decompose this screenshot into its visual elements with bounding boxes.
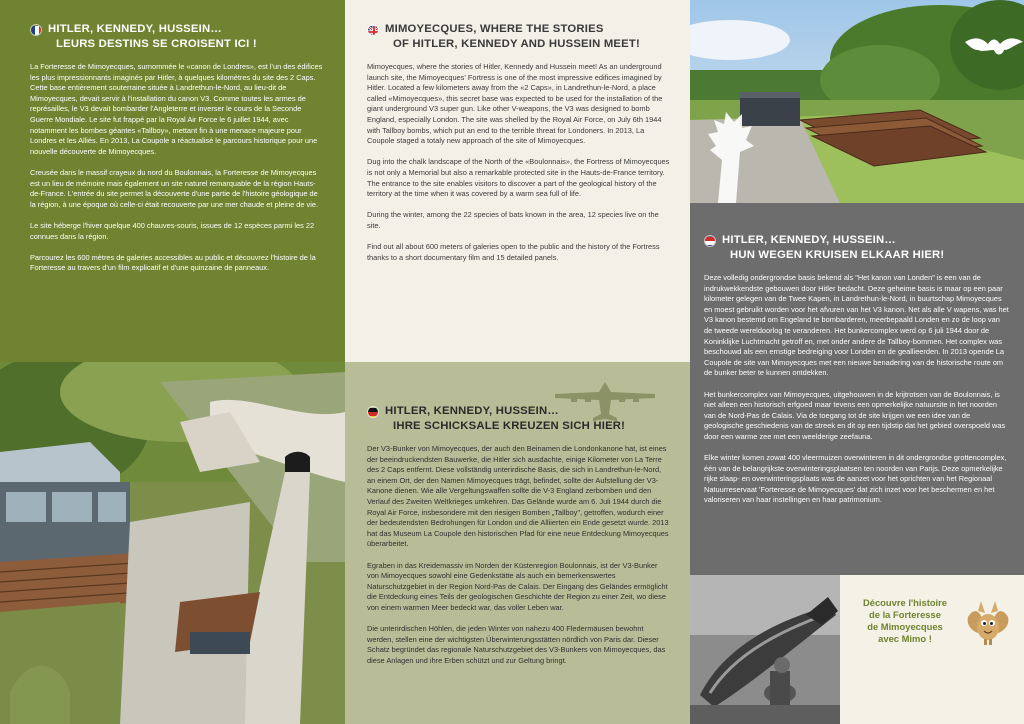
netherlands-flag-icon — [704, 235, 716, 247]
german-title-line1: HITLER, KENNEDY, HUSSEIN… — [385, 405, 559, 417]
english-title-line1: MIMOYECQUES, WHERE THE STORIES — [385, 23, 604, 35]
mimo-line1: Découvre l'histoire — [862, 597, 948, 608]
dutch-title — [722, 233, 944, 263]
site-entrance-photo — [0, 362, 345, 724]
dutch-body — [704, 273, 1009, 506]
french-paragraph: La Forteresse de Mimoyecques, surnommée le «canon de Londres», est l'un des édifices les plus impressionnants imaginés par Hitler, à quelques kilomètres du site des 2 Caps. Cette base entièrement souterraine située à Landrethun-le-Nord, au lieu-dit de Mimoyecques, devait servir à l'installation du canon V3. Comme toutes les armes de représailles, le V3 devait bombarder l'Angleterre et inverser le cours de la Seconde Guerre Mondiale. Le site fut frappé par la Royal Air Force le 6 juillet 1944, avec notamment les bombes géantes «Tallboy», mettant fin à une menace majeure pour Londres et les Alliés. En 2013, La Coupole a réactualisé le parcours historique pour une nouvelle découverte de Mimoyecques. — [30, 62, 323, 156]
mimo-bat-mascot-icon — [964, 597, 1012, 649]
french-paragraph: Parcourez les 600 mètres de galeries accessibles au public et découvrez l'histoire de la Forteresse au travers d'un film explicatif et d'une quinzaine de panneaux. — [30, 252, 316, 273]
dutch-paragraph: Deze volledig ondergrondse basis bekend als "Het kanon van Londen" is een van de indrukwekkendste gebouwen door Hitler bedacht. Deze geheime basis is maar op een paar kilometer gelegen van de Twee Kapen, in Landrethun-le-Nord, in buurtschap Mimoyecques en moest gebruikt worden voor het afvuren van het V3 kanon. Net als alle V wapens, was het V3 kanon bestemd om Engeland te bombarderen, meerbepaald Londen en zo de loop van de tweede wereldoorlog te veranderen. Het bunkercomplex werd op 6 juli 1944 door de Koninklijke Luchtmacht getroff en, met onder andere de Tallboy-bommen. Het complex was beschouwd als een ernstige bedreiging voor Londen en de geallieerden. In 2013 opende La Coupole de site van Mimoyecques met een nieuwe benadering van de historische route om de bunker beter te kunnen ontdekken. — [704, 273, 1009, 378]
german-title — [385, 404, 625, 434]
tallboy-bomb-image — [690, 575, 840, 724]
french-panel — [0, 0, 345, 362]
english-title — [385, 22, 640, 52]
bunker-landscape-image — [690, 0, 1024, 203]
english-body — [367, 62, 672, 263]
english-paragraph: Dug into the chalk landscape of the North of the «Boulonnais», the Fortress of Mimoyecques is not only a Memorial but also a remarkable protected site in the Hauts-de-France territory. The entrance to the site enables visitors to discover a part of the geological history of the territory at the time when it was covered by a warm sea full of life. — [367, 157, 670, 199]
german-panel — [345, 362, 690, 724]
dutch-paragraph: Het bunkercomplex van Mimoyecques, uitgehouwen in de krijtrotsen van de Boulonnais, is niet alleen een historisch erfgoed maar tevens een opmerkelijke natuursite in het noorden van de Nord-Pas de Calais. Via de toegang tot de site krijgen we een idee van de geologische geschiedenis van de streek en dit op een tijdstip dat het gebied overspoeld was door een warme zee met een weelderige zeefauna. — [704, 389, 1006, 441]
english-panel — [345, 0, 690, 362]
france-flag-icon — [30, 24, 42, 36]
english-paragraph: During the winter, among the 22 species of bats known in the area, 12 species live on the site. — [367, 210, 659, 230]
site-entrance-image — [0, 362, 345, 724]
french-title — [48, 22, 257, 52]
french-paragraph: Le site héberge l'hiver quelque 400 chauves-souris, issues de 12 espèces parmi les 22 connues dans la région. — [30, 220, 315, 241]
mimo-message — [850, 597, 960, 645]
german-paragraph: Die unterirdischen Höhlen, die jeden Winter von nahezu 400 Fledermäusen bewohnt werden, stellen eine der wichtigsten Überwinterungsstätten nördlich von Paris dar. Dieser Schatz begründet das regionale Naturschutzgebiet des V3-Bunkers von Mimoyecques, das diese Anlagen und ihre Erben schützt und zur Geltung bringt. — [367, 624, 666, 665]
english-title-line2: OF HITLER, KENNEDY AND HUSSEIN MEET! — [393, 38, 640, 50]
mimo-kids-box — [840, 575, 1024, 724]
french-title-line1: HITLER, KENNEDY, HUSSEIN… — [48, 23, 222, 35]
dutch-paragraph: Elke winter komen zowat 400 vleermuizen overwinteren in dit ondergrondse grottencomplex, één van de belangrijkste overwinteringsplaatsen ten noorden van Parijs. Deze opmerkelijke rijke slaap- en overwinteringsplaats was de aanzet voor het oprichten van het Regionaal Natuurreservaat 'Forteresse de Mimoyecques' dat zich inzet voor het beschermen en het valoriseren van haar instellingen en haar patrimonium. — [704, 453, 1007, 505]
historical-bomb-photo — [690, 575, 840, 724]
german-paragraph: Egraben in das Kreidemassiv im Norden der Küstenregion Boulonnais, ist der V3-Bunker von Mimoyecques sowohl eine Gedenkstätte als auch ein bemerkenswertes Naturschutzgebiet in der Region Nord-Pas de Calais. Der Eingang des Geländes ermöglicht die Entdeckung eines Teils der geologischen Geschichte der Region zu einer Zeit, wo diese von einem warmen Meer bedeckt war, das voller Leben war. — [367, 560, 668, 612]
english-paragraph: Find out all about 600 meters of galeries open to the public and the history of the Fortress thanks to a short documentary film and 15 detailed panels. — [367, 242, 660, 262]
mimo-line2: de la Forteresse — [869, 609, 941, 620]
german-title-line2: IHRE SCHICKSALE KREUZEN SICH HIER! — [393, 420, 626, 432]
french-body — [30, 62, 324, 274]
germany-flag-icon — [367, 406, 379, 418]
mimo-line4: avec Mimo ! — [878, 633, 932, 644]
german-paragraph: Der V3-Bunker von Mimoyecques, der auch den Beinamen die Londonkanone hat, ist eines der beeindruckendsten Bauwerke, die Hitler sich ausdachte, einige Kilometer von La Terre des 2 Caps entfernt. Diese vollständig unterirdische Basis, die sich in Landrethun-le-Nord, an einem Ort, der den Namen Mimoyecques trägt, befindet, sollte der Aufstellung der V3- Kanone dienen. Wie alle Vergeltungswaffen sollte die V-3 England zerbomben und den Verlauf des Zweiten Weltkrieges umkehren. Das Gelände wurde am 6. Juli 1944 durch die Royal Air Force, insbesondere mit den riesigen Bomben „Tallboy", getroffen, wodurch einer der bedeutendsten Bedrohungen für London und die Alliierten ein Ende gesetzt wurde. 2013 hat das Museum La Coupole den historischen Pfad für eine neue Entdeckung Mimoyecques überarbeitet. — [367, 444, 669, 549]
mimo-line3: de Mimoyecques — [867, 621, 943, 632]
dutch-title-line1: HITLER, KENNEDY, HUSSEIN… — [722, 234, 896, 246]
english-paragraph: Mimoyecques, where the stories of Hitler, Kennedy and Hussein meet! As an underground launch site, the Mimoyecques' Fortress is one of the most impressive edifices imagined by Hitler. Located a few kilometers away from the «2 Caps», in Landrethun-le-Nord, a place called «Mimoyecques», this secret base was expected to be used for the installation of the giant underground V3 super gun. Like other V-weapons, the V3 was designed to bomb England, especially London. The site was shelled by the Royal Air Force, on July 6th 1944 with Tallboy bombs, which put an end to the terrible threat for Londoners. In 2013, La Coupole staged a totaly new approach of the site of Mimoyecques. — [367, 62, 663, 146]
uk-flag-icon — [367, 24, 379, 36]
dutch-title-line2: HUN WEGEN KRUISEN ELKAAR HIER! — [730, 249, 945, 261]
french-title-line2: LEURS DESTINS SE CROISENT ICI ! — [56, 38, 257, 50]
french-paragraph: Creusée dans le massif crayeux du nord du Boulonnais, la Forteresse de Mimoyecques est un lieu de mémoire mais également un site naturel remarquable de la région Hauts-de-France. L'entrée du site permet la découverte d'une partie de l'histoire géologique de la région, à une époque où celle-ci était recouverte par une mer chaude et pleine de vie. — [30, 167, 319, 209]
bunker-landscape-photo — [690, 0, 1024, 203]
german-body — [367, 444, 669, 666]
dutch-panel — [690, 203, 1024, 575]
